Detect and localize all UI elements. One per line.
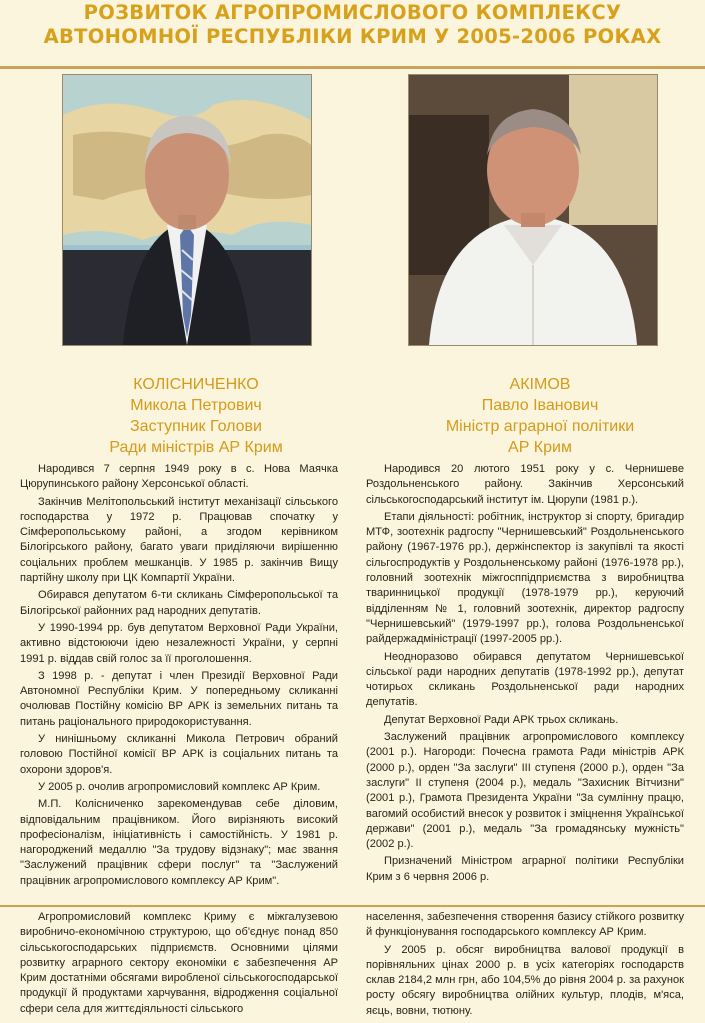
bio-paragraph: У 1990-1994 рр. був депутатом Верховної Ради України, активно відстоюючи ідею незалежності України, у серпні 1991 р. віддав свій голос за її проголошення. xyxy=(20,621,338,665)
page-title-line-1: РОЗВИТОК АГРОПРОМИСЛОВОГО КОМПЛЕКСУ xyxy=(83,1,622,24)
bio-paragraph: Заслужений працівник агропромислового комплексу (2001 р.). Нагороди: Почесна грамота Ради міністрів АРК (2000 р.), орден "За заслуги" III ступеня (2000 р.), орден "За заслуги" II ступеня (2004 р.), медаль "Захисник Вітчизни" (2001 р.), Грамота Президента України "За сумлінну працю, вагомий особистий внесок у розвиток і зміцнення Української держави" (2001 р.), медаль "За громадянську мужність" (2002 р.). xyxy=(366,731,684,851)
person-heading-right xyxy=(390,374,690,458)
photo-kolisnychenko xyxy=(62,74,312,346)
bio-left xyxy=(20,462,338,891)
bio-paragraph: Народився 7 серпня 1949 року в с. Нова Маячка Цюрупинського району Херсонської області. xyxy=(20,463,338,491)
title-divider xyxy=(0,66,705,69)
bio-paragraph: У 2005 р. очолив агропромисловий комплекс АР Крим. xyxy=(38,780,321,793)
photo-akimov xyxy=(408,74,658,346)
article-paragraph: населення, забезпечення створення базису стійкого розвитку й функціонування господарського комплексу АР Крим. xyxy=(366,911,684,939)
bio-paragraph: Депутат Верховної Ради АРК трьох скликань. xyxy=(384,713,619,726)
article-paragraph: У 2005 р. обсяг виробництва валової продукції в порівняльних цінах 2000 р. в усіх категоріях господарств склав 2184,2 млн грн, або 104,5% до рівня 2004 р. за рахунок росту обсягу виробництва олійних культур, плодів, м'яса, яєць, вовни, тютюну. xyxy=(366,943,684,1017)
bio-paragraph: Призначений Міністром аграрної політики Республіки Крим з 6 червня 2006 р. xyxy=(366,855,684,883)
person-surname: АКІМОВ xyxy=(509,376,571,393)
bio-paragraph: У нинішньому скликанні Микола Петрович обраний головою Постійної комісії ВР АРК із соціальних питань та охорони здоров'я. xyxy=(20,733,338,776)
bio-paragraph: Неодноразово обирався депутатом Чернишевської сільської ради народних депутатів (1978-1992 рр.), депутат чотирьох скликань Роздольненської ради народних депутатів. xyxy=(366,650,684,709)
article-paragraph: Агропромисловий комплекс Криму є міжгалузевою виробничо-економічною структурою, що об'єднує понад 850 сільськогосподарських підприємств. Основними цілями розвитку аграрного сектору економіки є забезпечення АР Крим достатніми обсягами виробленої сільськогосподарської продукції й продуктами харчування, відродження соціальної сфери села для життєдіяльності сільського xyxy=(20,911,338,1015)
bio-paragraph: Народився 20 лютого 1951 року у с. Чернишеве Роздольненського району. Закінчив Херсонський сільськогосподарський інститут ім. Цюрупи (1981 р.). xyxy=(366,463,684,506)
section-divider xyxy=(0,905,705,907)
person-position: Заступник Голови xyxy=(130,418,262,435)
bio-right xyxy=(366,462,684,887)
person-position: Міністр аграрної політики xyxy=(445,418,635,435)
bio-paragraph: М.П. Колісниченко зарекомендував себе діловим, відповідальним працівником. Його вирізняють високий професіоналізм, ініціативність і самостійність. У 1981 р. нагороджений медаллю "За трудову відзнаку"; має звання "Заслужений працівник сфери послуг" та "Заслужений працівник агропромислового комплексу АР Крим". xyxy=(20,798,338,887)
page-title xyxy=(0,1,705,49)
bio-paragraph: З 1998 р. - депутат і член Президії Верховної Ради Автономної Республіки Крим. У попередньому скликанні очолював Постійну комісію ВР АРК із земельних питань та питань раціонального природокористування. xyxy=(20,669,338,728)
page-title-line-2: АВТОНОМНОЇ РЕСПУБЛІКИ КРИМ У 2005-2006 РОКАХ xyxy=(43,25,662,48)
person-heading-left xyxy=(46,374,346,458)
bio-paragraph: Етапи діяльності: робітник, інструктор зі спорту, бригадир МТФ, зоотехнік радгоспу "Чернишевський" Роздольненського району (1967-1976 рр.), держінспектор із закупівлі та якості сільгоспродуктів у Роздольненському районі (1976-1978 рр.), головний зоотехнік міжгосппідприємства з виробництва тваринницької продукції (1978-1979 рр.), керуючий відділенням № 1, головний зоотехнік, директор радгоспу "Чернишевський" (1979-1997 рр.), голова Роздольненської райдержадміністрації (1997-2005 рр.). xyxy=(366,510,684,646)
person-position: Ради міністрів АР Крим xyxy=(109,439,283,456)
article-column-left xyxy=(20,910,338,1019)
person-position: АР Крим xyxy=(508,439,572,456)
article-column-right xyxy=(366,910,684,1021)
bio-paragraph: Закінчив Мелітопольський інститут механізації сільського господарства у 1972 р. Працював спочатку у Сімферопольському районі, а згодом керівником Білогірського району, багато уваги приділяючи вирішенню соціальних проблем мешканців. У 1985 р. закінчив Вищу партійну школу при ЦК Компартії України. xyxy=(20,495,338,585)
person-surname: КОЛІСНИЧЕНКО xyxy=(133,376,259,393)
person-name: Микола Петрович xyxy=(130,397,262,414)
bio-paragraph: Обирався депутатом 6-ти скликань Сімферопольської та Білогірської районних рад народних депутатів. xyxy=(20,589,338,617)
person-name: Павло Іванович xyxy=(481,397,599,414)
